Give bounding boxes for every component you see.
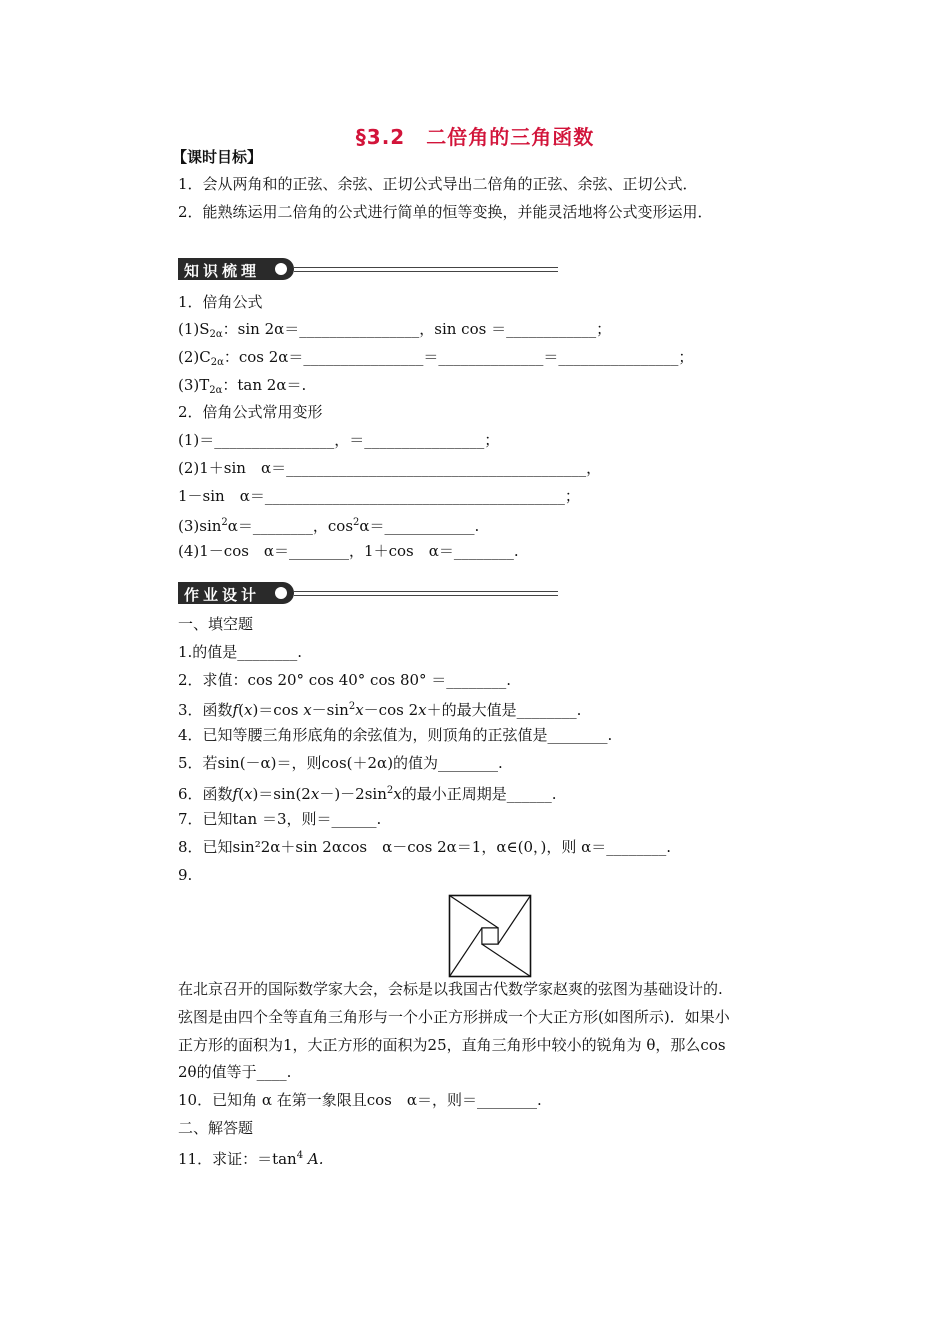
goal-item: 1．会从两角和的正弦、余弦、正切公式导出二倍角的正弦、余弦、正切公式．: [178, 175, 698, 193]
question-4: 4．已知等腰三角形底角的余弦值为，则顶角的正弦值是________.: [178, 726, 613, 744]
variant-1: (1)＝________________，＝________________；: [178, 431, 500, 449]
question-9-number: 9.: [178, 866, 193, 884]
page-title: §3.2 二倍角的三角函数: [355, 125, 595, 149]
knowledge-section-header: [178, 258, 558, 280]
fill-in-title: 一、填空题: [178, 615, 254, 633]
variant-2: (2)1＋sin α＝________________________________________，: [178, 459, 602, 477]
variant-3: $(3)\sin^2\alpha=\_\_\_\_\_\_\_\_$，$\cos^2\alpha=\_\_\_\_\_\_\_\_\_\_\_\_$.: [178, 517, 480, 535]
homework-section-header: [178, 582, 558, 604]
question-9-para-1: 在北京召开的国际数学家大会，会标是以我国古代数学家赵爽的弦图为基础设计的.: [178, 980, 723, 998]
knowledge-heading: 知识梳理: [184, 262, 261, 280]
knowledge-h2: 2．倍角公式常用变形: [178, 403, 323, 421]
formula-c2a: $(2)C_{2\alpha}$：cos 2α＝________________＝______________＝________________；: [178, 348, 694, 368]
question-2: 2．求值：cos 20° cos 40° cos 80° ＝________.: [178, 671, 512, 689]
bullet-dot-icon: [275, 587, 287, 599]
question-9-para-4: 2θ的值等于____.: [178, 1063, 292, 1081]
formula-t2a: $(3)T_{2\alpha}$：tan 2α＝.: [178, 376, 307, 396]
homework-heading: 作业设计: [184, 586, 261, 604]
zhao-shuang-chord-diagram: [448, 894, 532, 978]
formula-s2a: $(1)S_{2\alpha}$：sin 2α＝________________，sin cos ＝____________；: [178, 320, 612, 340]
knowledge-h1: 1．倍角公式: [178, 293, 263, 311]
goals-tag: 【课时目标】: [172, 148, 263, 166]
question-11: 11．求证：$=\tan^4$ A.: [178, 1150, 324, 1168]
bullet-dot-icon: [275, 263, 287, 275]
question-8: 8．已知sin²2α＋sin 2αcos α－cos 2α＝1，α∈(0，)，则 α＝________.: [178, 838, 672, 856]
question-10: 10．已知角 α 在第一象限且cos α＝，则＝________.: [178, 1091, 542, 1109]
question-9-para-3: 正方形的面积为1，大正方形的面积为25，直角三角形中较小的锐角为 θ，那么cos: [178, 1036, 726, 1054]
question-7: 7．已知tan ＝3，则＝______.: [178, 810, 382, 828]
variant-4: (4)1－cos α＝________，1＋cos α＝________.: [178, 542, 519, 560]
variant-2b: 1－sin α＝________________________________________；: [178, 487, 580, 505]
question-9-para-2: 弦图是由四个全等直角三角形与一个小正方形拼成一个大正方形(如图所示)．如果小: [178, 1008, 730, 1026]
goal-item: 2．能熟练运用二倍角的公式进行简单的恒等变换，并能灵活地将公式变形运用．: [178, 203, 713, 221]
question-3: 3．函数f(x)＝cos $x-\sin^2x-\cos$ 2x＋的最大值是________.: [178, 701, 582, 719]
answer-title: 二、解答题: [178, 1119, 254, 1137]
question-1: 1.的值是________.: [178, 643, 303, 661]
question-5: 5．若sin(－α)＝，则cos(＋2α)的值为________.: [178, 754, 503, 772]
question-6: 6．函数$f(x)=\sin(2x-)-2\sin^2x$的最小正周期是______.: [178, 785, 557, 803]
